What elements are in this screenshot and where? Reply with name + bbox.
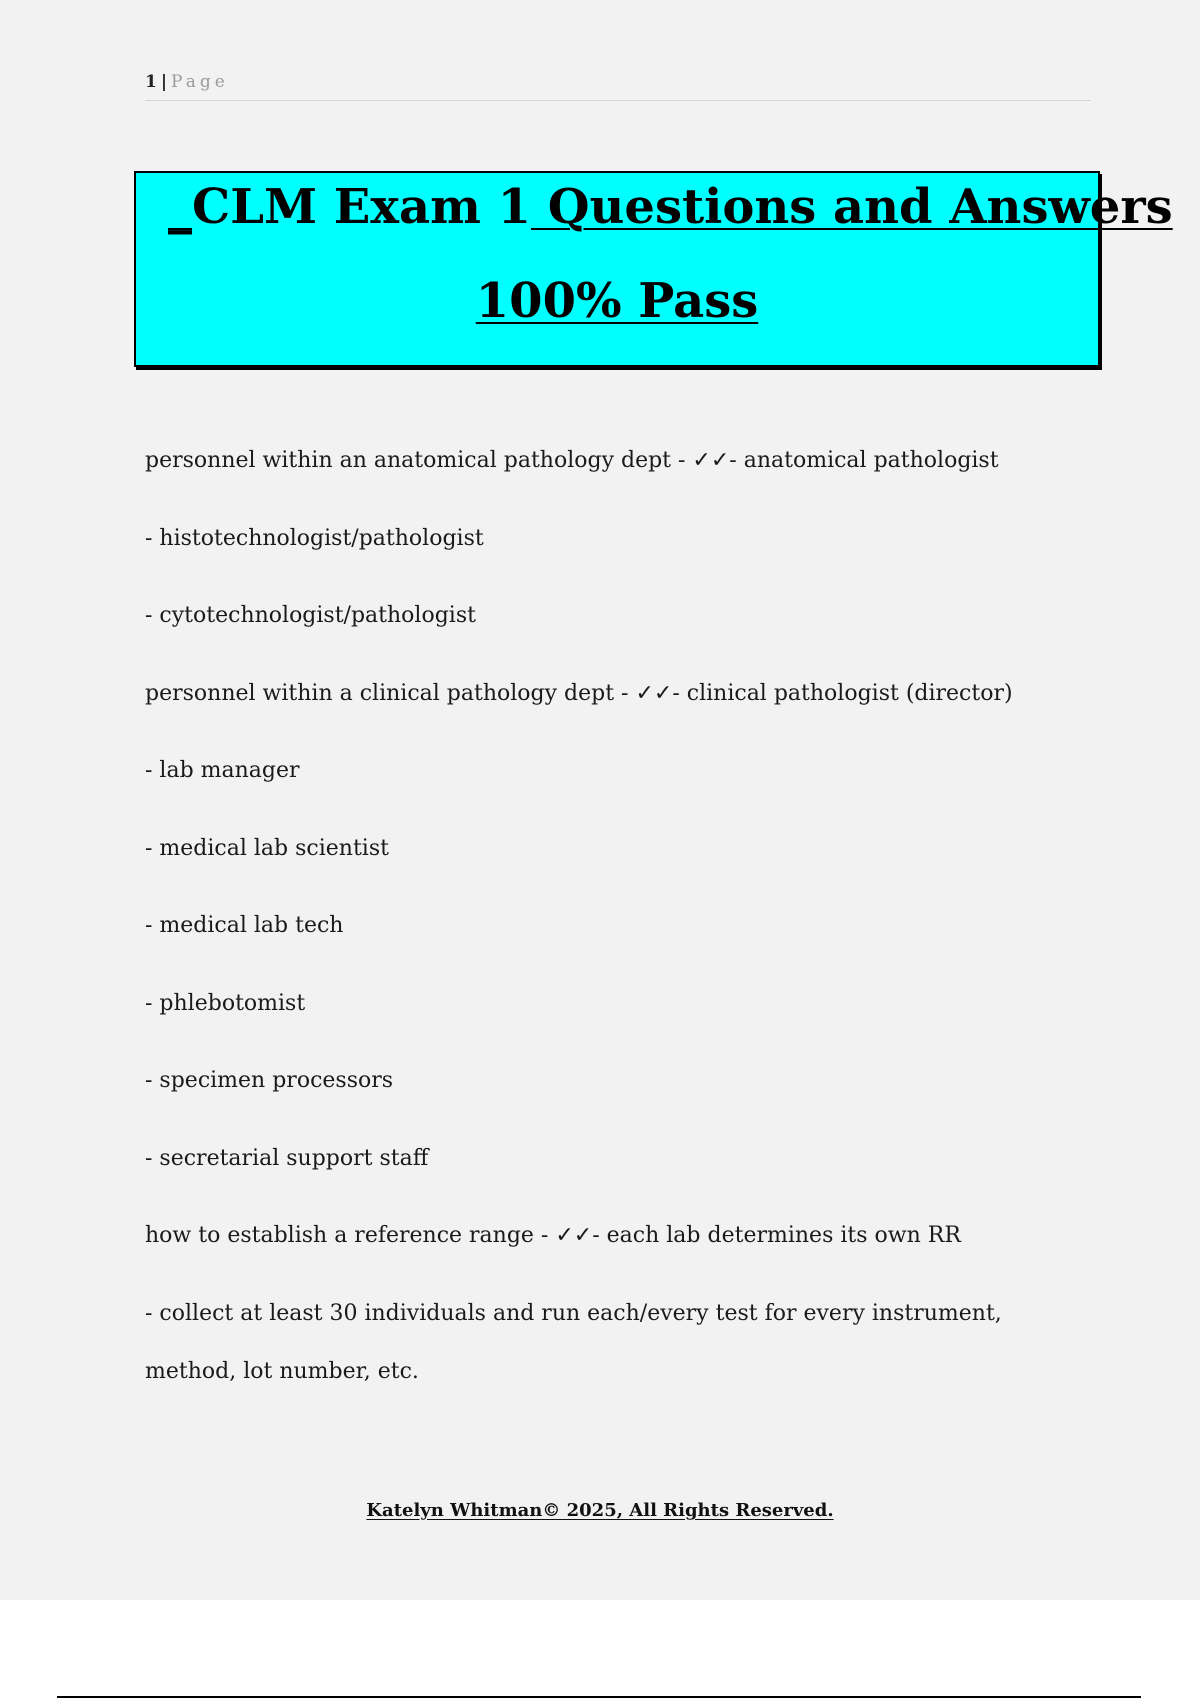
title-subtitle: 100% Pass [475,273,759,329]
qa-line: - histotechnologist/pathologist [145,525,484,551]
qa-line: - cytotechnologist/pathologist [145,603,476,628]
title-underlined: Questions and Answers [531,179,1173,235]
qa-line: - medical lab scientist [145,835,389,861]
bottom-divider [57,1696,1141,1698]
copyright-footer [0,1500,1200,1521]
qa-line: personnel within a clinical pathology dept - ✓✓- clinical pathologist (director) [145,680,1013,706]
qa-content [145,438,1095,1401]
page-header [145,72,1091,101]
qa-line: - specimen processors [145,1068,394,1093]
qa-line: personnel within an anatomical pathology dept - ✓✓- anatomical pathologist [145,448,999,473]
page-number: 1 [145,72,157,92]
qa-line: how to establish a reference range - ✓✓- each lab determines its own RR [145,1223,961,1248]
page-separator: | [160,72,168,92]
qa-line: - phlebotomist [145,990,306,1016]
qa-line: - secretarial support staff [145,1145,429,1171]
page-word: Page [171,72,229,92]
copyright-text: Katelyn Whitman© 2025, All Rights Reserved. [366,1500,834,1521]
title-line-1 [168,179,1173,235]
qa-line: - collect at least 30 individuals and run each/every test for every instrument, method, lot number, etc. [145,1300,1002,1384]
qa-line: - lab manager [145,758,300,783]
qa-line: - medical lab tech [145,913,344,938]
title-plain: CLM Exam 1 [192,179,531,235]
title-box [134,171,1173,367]
title-prefix: _ [168,179,192,235]
title-line-2 [136,273,1098,329]
